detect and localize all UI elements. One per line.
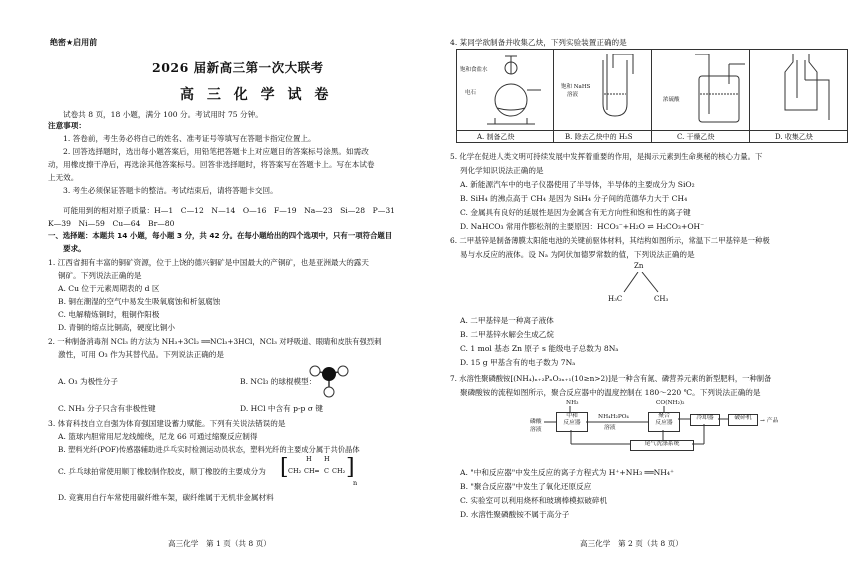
q6-stem-2: 易与水反应的液体。设 Nₐ 为阿伏加德罗常数的值，下列说法正确的是 — [460, 250, 695, 259]
q3-stem: 3. 体育科技自立自强为体育强国建设蓄力赋能。下列有关说法错误的是 — [48, 419, 286, 428]
poly-n: n — [353, 479, 358, 487]
ncl3-ball-stick-model — [305, 362, 353, 402]
q5-option-a: A. 新能源汽车中的电子仪器使用了半导体，半导体的主要成分为 SiO₂ — [460, 180, 695, 189]
q7-stem-2: 聚磷酸铵的流程如图所示，聚合反应器中的温度控制在 180～220 ℃。下列说法正确的是 — [460, 388, 761, 397]
q2-stem-2: 激性，可用 O₃ 作为其替代品。下列说法正确的是 — [58, 350, 224, 359]
q1-option-a: A. Cu 位于元素周期表的 d 区 — [58, 284, 160, 293]
tail-gas-washer: 尾气洗涤系统 — [630, 440, 694, 451]
label-calcium-carbide: 电石 — [465, 90, 477, 96]
q4-apparatus-table — [456, 49, 848, 143]
poly-h: H — [306, 455, 312, 463]
q6-option-c: C. 1 mol 基态 Zn 原子 s 能级电子总数为 8Nₐ — [460, 344, 619, 353]
flow-product: → 产品 — [760, 418, 779, 424]
q2-option-b: B. NCl₃ 的球棍模型： — [240, 377, 317, 386]
q2-option-d: D. HCl 中含有 p-p σ 键 — [240, 404, 324, 413]
note-1: 1. 答卷前，考生务必将自己的姓名、准考证号等填写在答题卡指定位置上。 — [63, 134, 316, 143]
flow-acid: 磷酸 — [530, 419, 542, 425]
note-2c: 上无效。 — [48, 173, 79, 182]
note-3: 3. 考生必须保证答题卡的整洁。考试结束后，请将答题卡交回。 — [63, 186, 278, 195]
note-2: 2. 回答选择题时，选出每小题答案后，用铅笔把答题卡上对应题目的答案标号涂黑。如需改 — [63, 147, 369, 156]
q4-option-a: A. 制备乙炔 — [477, 133, 515, 141]
q3-option-d: D. 竞赛用自行车常使用碳纤维车架，碳纤维属于无机非金属材料 — [58, 493, 274, 502]
q1-option-b: B. 铜在潮湿的空气中易发生吸氧腐蚀和析氢腐蚀 — [58, 297, 221, 306]
q1-option-d: D. 青铜的熔点比铜高，硬度比铜小 — [58, 323, 175, 332]
q4-option-c: C. 干燥乙炔 — [677, 133, 715, 141]
q6-option-b: B. 二甲基锌水解会生成乙烷 — [460, 330, 554, 339]
q7-option-b: B. "聚合反应器"中发生了氧化还原反应 — [460, 482, 592, 491]
atomic-masses: 可能用到的相对原子质量：H—1 C—12 N—14 O—16 F—19 Na—23 Si—28 P—31 — [63, 206, 395, 215]
atomic-masses-2: K—39 Ni—59 Cu—64 Br—80 — [48, 219, 175, 228]
q7-option-d: D. 水溶性聚磷酸铵不属于高分子 — [460, 510, 570, 519]
left-footer: 高三化学 第 1 页（共 8 页） — [168, 539, 271, 548]
q2-stem: 2. 一种制备消毒剂 NCl₃ 的方法为 NH₃+3Cl₂ ══NCl₃+3HCl，NCl₃ 对呼吸道、眼睛和皮肤有强烈刺 — [48, 337, 382, 346]
exam-title: 2026 届新高三第一次大联考 — [152, 60, 324, 75]
polybutadiene-structure: [ CH₂ CH ═ C CH₂ H H ] n — [280, 455, 358, 487]
label-nahs-2: 溶液 — [567, 92, 579, 98]
apparatus-a-icon — [483, 54, 543, 126]
poly-h2: H — [324, 455, 330, 463]
apparatus-c-icon — [691, 54, 747, 126]
exam-subtitle: 高 三 化 学 试 卷 — [180, 87, 333, 103]
section-1-heading-2: 要求。 — [63, 244, 86, 253]
methyl-left: H₃C — [608, 295, 623, 303]
right-page — [440, 0, 860, 571]
left-page — [0, 0, 420, 571]
poly-ch2-right: CH₂ — [332, 467, 346, 475]
q3-option-b: B. 塑料光纤(POF)传感器辅助进乒乓实时检测运动员状态，塑料光纤的主要成分属于共价晶体 — [58, 445, 360, 454]
q5-option-d: D. NaHCO₃ 常用作膨松剂的主要原因：HCO₃⁻+H₂O ⇌ H₂CO₃+OH⁻ — [460, 222, 705, 231]
polymerization-reactor: 聚合 反应器 — [648, 412, 680, 432]
q1-option-c: C. 电解精炼铜时，粗铜作阳极 — [58, 310, 160, 319]
neutralization-reactor: 中和 反应器 — [556, 412, 588, 432]
flow-urea: CO(NH₂)₂ — [656, 400, 685, 406]
q2-option-c: C. NH₃ 分子只含有非极性键 — [58, 404, 156, 413]
q2-option-a: A. O₃ 为极性分子 — [58, 377, 118, 386]
section-1-heading: 一、选择题：本题共 14 小题，每小题 3 分，共 42 分。在每小题给出的四个选项中，只有一项符合题目 — [48, 231, 393, 240]
secret-label: 绝密★启用前 — [50, 38, 98, 47]
apparatus-d-icon — [777, 54, 837, 126]
right-footer: 高三化学 第 2 页（共 8 页） — [580, 539, 683, 548]
q6-option-d: D. 15 g 甲基含有的电子数为 7Nₐ — [460, 358, 576, 367]
apparatus-b-icon — [593, 54, 643, 126]
poly-ch2-left: CH₂ — [288, 467, 302, 475]
q5-option-b: B. SiH₄ 的沸点高于 CH₄ 是因为 SiH₄ 分子间的范德华力大于 CH₄ — [460, 194, 688, 203]
q7-stem: 7. 水溶性聚磷酸铵[(NH₄)ₙ₊₂PₙO₃ₙ₊₁(10≥n>2)]是一种含有氮、磷营养元素的新型肥料，一种制备 — [450, 374, 772, 383]
q4-option-b: B. 除去乙炔中的 H₂S — [565, 133, 633, 141]
flow-intermediate-2: 溶液 — [604, 425, 616, 431]
label-saturated-brine: 饱和食盐水 — [460, 67, 488, 73]
q4-option-d: D. 收集乙炔 — [775, 133, 813, 141]
poly-double-bond: ═ — [315, 467, 319, 475]
q3-option-a: A. 篮球内胆常用尼龙线缠绕，尼龙 66 可通过缩聚反应制得 — [58, 432, 258, 441]
notes-heading: 注意事项： — [48, 121, 86, 130]
q1-stem-2: 铜矿。下列说法正确的是 — [58, 271, 142, 280]
flow-intermediate: NH₄H₂PO₄ — [598, 414, 629, 420]
q7-option-a: A. "中和反应器"中发生反应的离子方程式为 H⁺+NH₃ ══NH₄⁺ — [460, 468, 674, 477]
q6-option-a: A. 二甲基锌是一种离子液体 — [460, 316, 554, 325]
label-conc-sulfuric-acid: 浓硫酸 — [663, 97, 680, 103]
q6-stem: 6. 二甲基锌是制备薄膜太阳能电池的关键前驱体材料，其结构如图所示，常温下二甲基锌是一种极 — [450, 236, 770, 245]
flow-nh3: NH₃ — [566, 400, 579, 406]
q7-option-c: C. 实验室可以利用烧杯和玻璃棒模拟破碎机 — [460, 496, 608, 505]
flow-acid-2: 溶液 — [530, 427, 542, 433]
q5-stem: 5. 化学在促进人类文明可持续发展中发挥着重要的作用，是揭示元素到生命奥秘的核心力量。下 — [450, 152, 763, 161]
crusher: 破碎机 — [728, 414, 758, 426]
label-nahs-1: 饱和 NaHS — [561, 84, 591, 90]
poly-c: C — [324, 467, 329, 475]
q7-flowchart — [530, 400, 790, 464]
zn-atom: Zn — [634, 262, 644, 270]
q5-stem-2: 列化学知识说法正确的是 — [460, 166, 544, 175]
q5-option-c: C. 金属具有良好的延展性是因为金属含有无方向性和饱和性的离子键 — [460, 208, 691, 217]
q4-stem: 4. 某同学欲制备并收集乙炔，下列实验装置正确的是 — [450, 38, 627, 47]
methyl-right: CH₃ — [654, 295, 669, 303]
q3-option-c: C. 乒乓球拍常使用顺丁橡胶制作胶皮，顺丁橡胶的主要成分为 — [58, 467, 266, 476]
poly-ch: CH — [304, 467, 315, 475]
q1-stem: 1. 江西省拥有丰富的铜矿资源，位于上饶的德兴铜矿是中国最大的产铜矿，也是亚洲最大的露天 — [48, 258, 369, 267]
cooler: 冷却器 — [690, 414, 720, 426]
exam-info: 试卷共 8 页，18 小题，满分 100 分。考试用时 75 分钟。 — [63, 110, 263, 119]
dimethylzinc-structure — [600, 262, 680, 308]
note-2b: 动，用橡皮擦干净后，再选涂其他答案标号。回答非选择题时，将答案写在答题卡上。写在本试卷 — [48, 160, 375, 169]
